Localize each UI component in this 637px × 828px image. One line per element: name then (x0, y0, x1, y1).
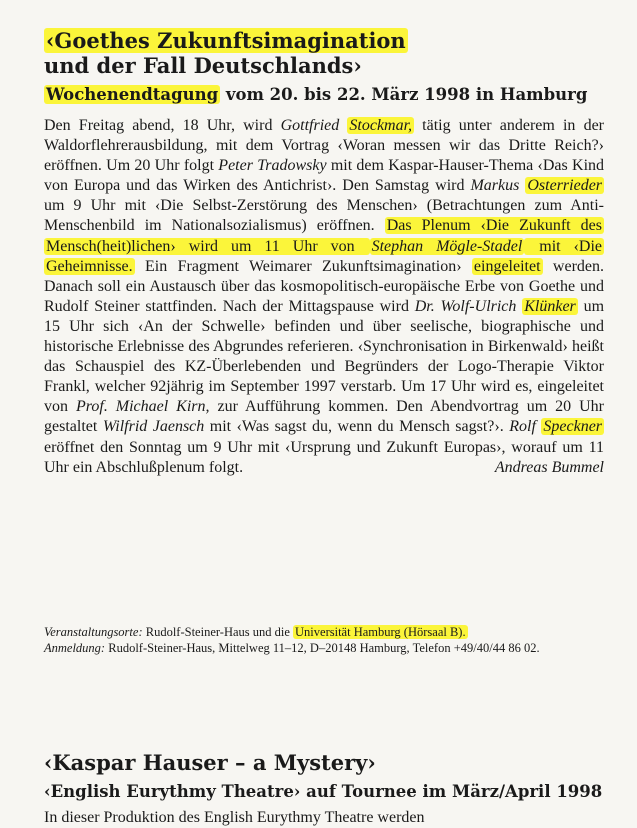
body-text: eröffnet den Sonntag um 9 Uhr mit ‹Ursprung und Zukunft Europas›, worauf um 11 Uhr ein Abschlußplenum folgt. (44, 438, 604, 476)
body-text: Ein Fragment Weimarer Zukunftsimagination› (134, 257, 472, 275)
venues-label: Veranstaltungsorte: (44, 625, 143, 639)
body-text: mit ‹Was sagst du, wenn du Mensch sagst?›. (204, 418, 510, 436)
article2-subheading: ‹English Eurythmy Theatre› auf Tournee im März/April 1998 (44, 782, 603, 801)
title-line-1: ‹Goethes Zukunftsimagination (46, 28, 406, 53)
body-text: tätig unter anderem in der Waldorflehrerausbildung, mit dem Vortrag ‹Woran messen wir das Dritte Reich?› eröffnen. Um 20 Uhr folgt (44, 117, 605, 175)
event-info (44, 624, 604, 656)
highlighted-text: eingeleitet (473, 257, 541, 275)
venues-text: Rudolf-Steiner-Haus und die (142, 625, 294, 639)
author-signature: Andreas Bummel (494, 458, 604, 476)
speaker-name: Markus (470, 177, 520, 195)
venues-highlight: Universität Hamburg (Hörsaal B). (295, 625, 466, 639)
body-text: werden. Danach soll ein Austausch über das kosmopolitisch-europäische Erbe von Goethe und Rudolf Steiner stattfinden. Nach der Mittagspause wird (44, 257, 604, 315)
registration-label: Anmeldung: (44, 641, 106, 655)
article-subheading (44, 84, 604, 106)
speaker-name-highlight: Stockmar, (349, 117, 413, 134)
speaker-name: Gottfried (280, 117, 348, 134)
article-body (44, 116, 604, 478)
speaker-name-highlight: Speckner (543, 418, 603, 436)
speaker-name: Rolf (509, 418, 542, 436)
speaker-name-highlight: Stephan Mögle-Stadel (371, 237, 523, 255)
body-text: Den Freitag abend, 18 Uhr, wird (44, 117, 281, 134)
article-title (44, 28, 604, 78)
speaker-name: Peter Tradowsky (218, 157, 327, 175)
body-text: um 15 Uhr sich ‹An der Schwelle› befinden und über seelische, biographische und historische Erlebnisse des Abgrundes referieren. ‹Synchronisation in Birkenwald› heißt das Schauspiel des KZ-Überlebenden und Begründers der Logo-Therapie Viktor Frankl, welcher 92jährig im September 1997 verstarb. Um 17 Uhr wird es, eingeleitet von (44, 297, 605, 416)
highlighted-text: Das Plenum ‹Die Zukunft des Mensch(heit)lichen› wird um 11 Uhr von (46, 217, 602, 255)
subheading-date: vom 20. bis 22. März 1998 in Hamburg (220, 85, 588, 104)
body-text: um 9 Uhr mit ‹Die Selbst-Zerstörung des Menschen› (Betrachtungen zum Anti-Menschenbild im Nationalsozialismus) eröffnen. (44, 197, 604, 235)
subheading-highlight: Wochenendtagung (46, 85, 219, 104)
highlighted-text: mit ‹Die Geheimnisse. (46, 237, 603, 275)
article2-title: ‹Kaspar Hauser – a Mystery› (44, 750, 376, 775)
article2-cut-line: In dieser Produktion des English Eurythmy Theatre werden (44, 809, 425, 826)
registration-text: Rudolf-Steiner-Haus, Mittelweg 11–12, D–20148 Hamburg, Telefon +49/40/44 86 02. (105, 641, 540, 655)
speaker-name-highlight: Osterrieder (527, 177, 603, 195)
speaker-name-highlight: Klünker (524, 297, 576, 315)
body-text: mit dem Kaspar-Hauser-Thema ‹Das Kind von Europa und das Wirken des Antichrist›. Den Samstag wird (44, 157, 605, 195)
speaker-name: Wilfrid Jaensch (102, 418, 205, 436)
speaker-name: Dr. Wolf-Ulrich (414, 297, 523, 315)
speaker-name: Prof. Michael Kirn, (75, 398, 210, 416)
body-text: zur Aufführung kommen. Den Abendvortrag um 20 Uhr gestaltet (44, 398, 605, 436)
title-line-2: und der Fall Deutschlands› (44, 53, 362, 78)
